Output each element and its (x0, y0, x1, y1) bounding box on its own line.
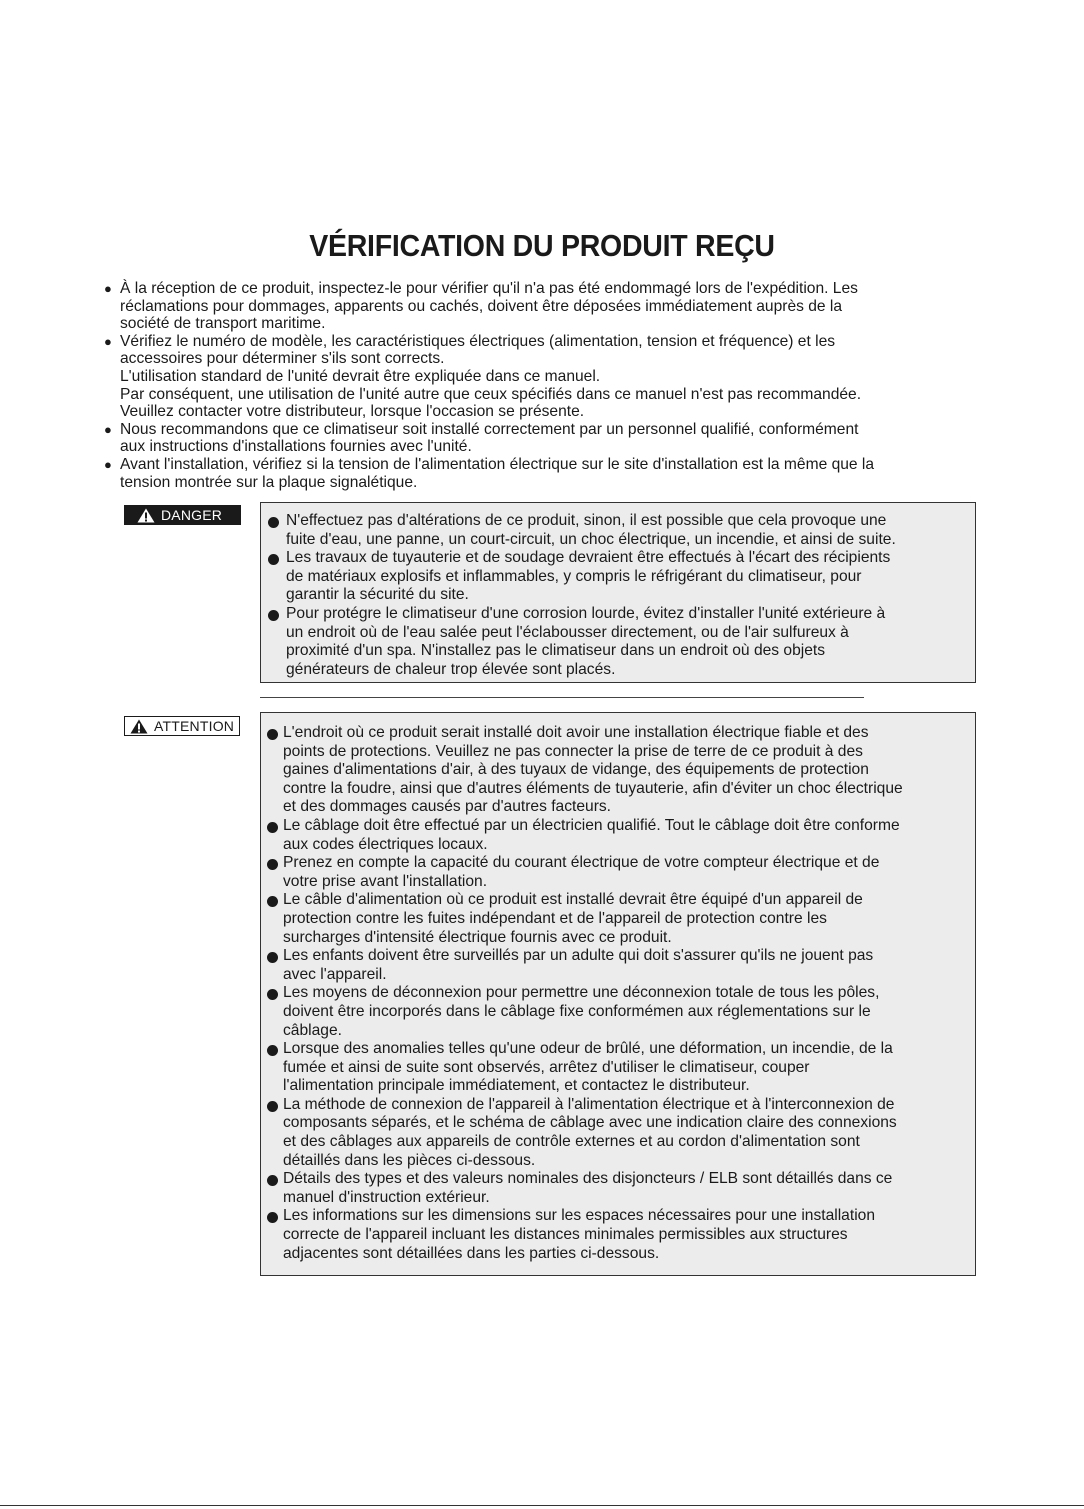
list-item (261, 1096, 975, 1170)
text-line: Veuillez contacter votre distributeur, lorsque l'occasion se présente. (120, 403, 585, 421)
bullet-icon: ● (104, 421, 112, 437)
list-item (261, 605, 975, 679)
bullet-icon (261, 549, 286, 605)
text-line: réclamations pour dommages, apparents ou cachés, doivent être déposées immédiatement auprès de la (120, 297, 843, 315)
text-line: Le câble d'alimentation où ce produit est installé devrait être équipé d'un appareil de (283, 891, 863, 909)
bullet-icon (261, 512, 286, 549)
text-line: manuel d'instruction extérieur. (283, 1188, 490, 1206)
text-line: Les travaux de tuyauterie et de soudage devraient être effectués à l'écart des récipients (286, 549, 891, 567)
text-line: fuite d'eau, une panne, un court-circuit, un choc électrique, un incendie, et ainsi de suite. (286, 530, 896, 548)
text-line: et des câblages aux appareils de contrôle externes et au cordon d'alimentation sont (283, 1133, 860, 1151)
warning-triangle-icon (130, 719, 148, 734)
list-item (104, 333, 984, 421)
bullet-icon: ● (104, 281, 112, 296)
text-line: Détails des types et des valeurs nominales des disjoncteurs / ELB sont détaillés dans ce (283, 1170, 893, 1188)
text-line: accessoires pour déterminer s'ils sont corrects. (120, 350, 445, 368)
bullet-icon (261, 984, 283, 1040)
bullet-icon (261, 817, 283, 854)
text-line: correcte de l'appareil incluant les distances minimales permissibles aux structures (283, 1226, 848, 1244)
text-line: tension montrée sur la plaque signalétique. (120, 473, 418, 491)
text-line: doivent être incorporés dans le câblage fixe conformémen aux réglementations sur le (283, 1002, 871, 1020)
text-line: câblage. (283, 1021, 342, 1039)
list-item (261, 549, 975, 605)
text-line: Avant l'installation, vérifiez si la tension de l'alimentation électrique sur le site d'installation est la même que la (120, 455, 875, 473)
text-line: avec l'appareil. (283, 965, 387, 983)
danger-badge (124, 505, 241, 525)
list-item (104, 280, 984, 333)
list-item (261, 947, 975, 984)
text-line: fumée et ainsi de suite sont observés, arrêtez d'utiliser le climatiseur, couper (283, 1058, 810, 1076)
danger-box (260, 502, 976, 683)
text-line: Lorsque des anomalies telles qu'une odeur de brûlé, une déformation, un incendie, de la (283, 1040, 893, 1058)
text-line: L'endroit où ce produit serait installé doit avoir une installation électrique fiable et des (283, 724, 869, 741)
text-line: gaines d'alimentations d'air, à des tuyaux de vidange, des équipements de protection (283, 761, 869, 779)
text-line: un endroit où de l'eau salée peut l'éclabousser directement, ou de l'air sulfureux à (286, 623, 849, 641)
list-item (261, 1040, 975, 1096)
bullet-icon (261, 724, 283, 817)
list-item (261, 854, 975, 891)
bullet-icon: ● (104, 333, 112, 349)
list-item (261, 891, 975, 947)
text-line: La méthode de connexion de l'appareil à l'alimentation électrique et à l'interconnexion de (283, 1095, 895, 1113)
text-line: N'effectuez pas d'altérations de ce produit, sinon, il est possible que cela provoque une (286, 512, 887, 529)
text-line: Pour protégre le climatiseur d'une corrosion lourde, évitez d'installer l'unité extérieure à (286, 604, 886, 622)
text-line: proximité d'un spa. N'installez pas le climatiseur dans un endroit où des objets (286, 642, 826, 660)
bullet-icon (261, 1040, 283, 1096)
text-line: aux instructions d'installations fournies avec l'unité. (120, 438, 472, 456)
list-item (104, 456, 984, 491)
page-title: VÉRIFICATION DU PRODUIT REÇU (309, 228, 775, 263)
list-item (261, 724, 975, 817)
list-item (261, 512, 975, 549)
text-line: contre la foudre, ainsi que d'autres éléments de tuyauterie, afin d'éviter un choc électrique (283, 779, 903, 797)
text-line: Par conséquent, une utilisation de l'unité autre que ceux spécifiés dans ce manuel n'est pas recommandée. (120, 385, 862, 403)
bullet-icon (261, 1207, 283, 1263)
text-line: et des dommages causés par d'autres facteurs. (283, 798, 612, 816)
bullet-icon (261, 947, 283, 984)
bullet-icon (261, 1096, 283, 1170)
text-line: Les informations sur les dimensions sur les espaces nécessaires pour une installation (283, 1207, 875, 1225)
bullet-icon (261, 891, 283, 947)
text-line: L'utilisation standard de l'unité devrait être expliquée dans ce manuel. (120, 367, 601, 385)
list-item (104, 421, 984, 456)
bullet-icon (261, 854, 283, 891)
text-line: Prenez en compte la capacité du courant électrique de votre compteur électrique et de (283, 854, 880, 872)
text-line: de matériaux explosifs et inflammables, y compris le réfrigérant du climatiseur, pour (286, 567, 862, 585)
attention-badge (124, 716, 240, 736)
list-item (261, 984, 975, 1040)
text-line: composants séparés, et le schéma de câblage avec une indication claire des connexions (283, 1114, 897, 1132)
text-line: Le câblage doit être effectué par un électricien qualifié. Tout le câblage doit être conforme (283, 816, 900, 834)
text-line: l'alimentation principale immédiatement, et contactez le distributeur. (283, 1077, 750, 1095)
list-item (261, 817, 975, 854)
text-line: Nous recommandons que ce climatiseur soit installé correctement par un personnel qualifié, conformément (120, 420, 859, 438)
text-line: protection contre les fuites indépendant et de l'appareil de protection contre les (283, 909, 827, 927)
attention-box (260, 712, 976, 1276)
list-item (261, 1170, 975, 1207)
text-line: aux codes électriques locaux. (283, 835, 488, 853)
text-line: garantir la sécurité du site. (286, 586, 469, 604)
text-line: Les moyens de déconnexion pour permettre une déconnexion totale de tous les pôles, (283, 984, 880, 1002)
bullet-icon (261, 605, 286, 679)
bullet-icon (261, 1170, 283, 1207)
warning-triangle-icon (137, 508, 155, 523)
text-line: générateurs de chaleur trop élevée sont placés. (286, 660, 616, 678)
danger-label: DANGER (161, 507, 223, 523)
text-line: À la réception de ce produit, inspectez-le pour vérifier qu'il n'a pas été endommagé lors de l'expédition. Les (120, 280, 858, 297)
text-line: Les enfants doivent être surveillés par un adulte qui doit s'assurer qu'ils ne jouent pas (283, 947, 874, 965)
text-line: Vérifiez le numéro de modèle, les caractéristiques électriques (alimentation, tension et fréquence) et les (120, 332, 836, 350)
text-line: points de protections. Veuillez ne pas connecter la prise de terre de ce produit à des (283, 742, 863, 760)
text-line: surcharges d'intensité électrique fournis avec ce produit. (283, 928, 672, 946)
bullet-icon: ● (104, 456, 112, 472)
attention-label: ATTENTION (154, 718, 235, 734)
text-line: société de transport maritime. (120, 315, 326, 333)
footer-rule (0, 1505, 1084, 1506)
text-line: adjacentes sont détaillées dans les parties ci-dessous. (283, 1244, 660, 1262)
list-item (261, 1207, 975, 1263)
intro-list (104, 280, 984, 491)
text-line: détaillés dans les pièces ci-dessous. (283, 1151, 536, 1169)
text-line: votre prise avant l'installation. (283, 872, 488, 890)
divider (260, 697, 864, 698)
